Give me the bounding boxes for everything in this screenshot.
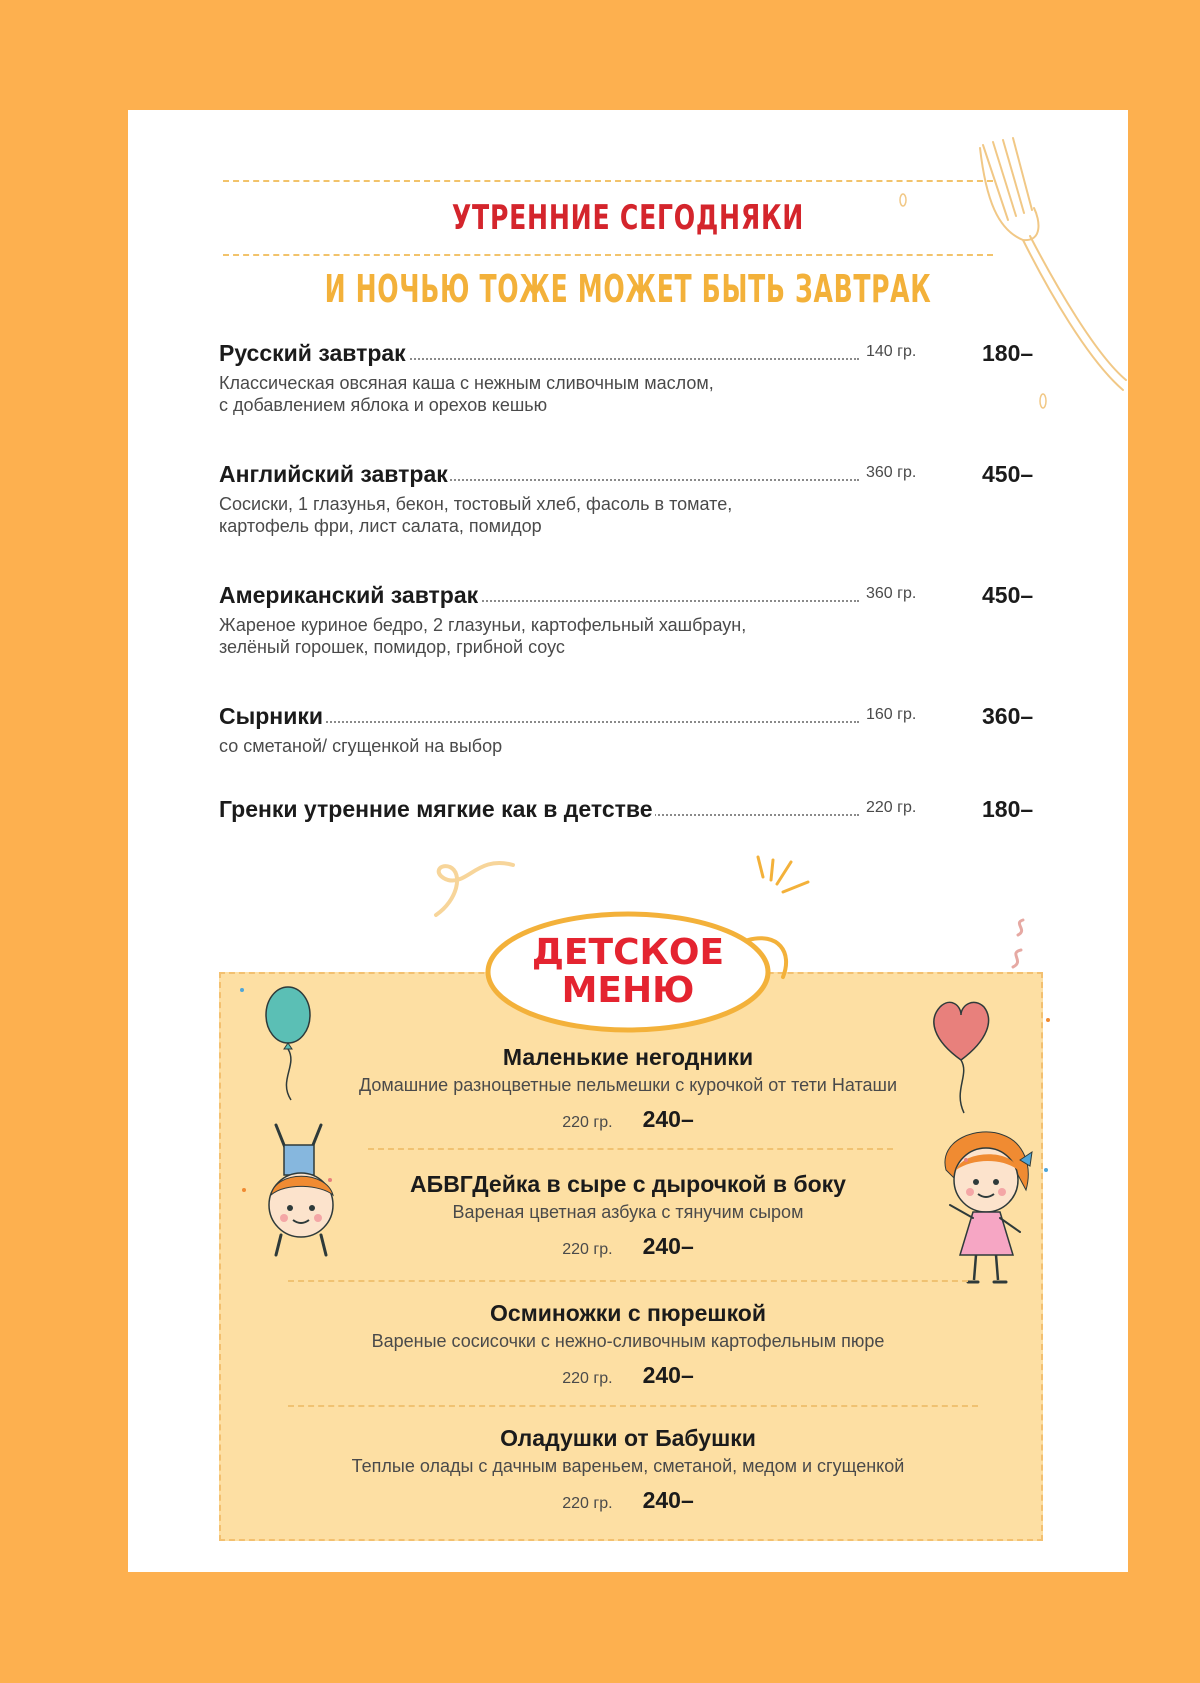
ribbon-swirl-icon (1003, 915, 1033, 975)
kid-item-price: 240– (642, 1487, 694, 1513)
kids-menu-item (128, 1171, 1128, 1260)
item-weight: 140 гр. (866, 343, 917, 360)
dashed-divider (223, 254, 993, 256)
item-description: со сметаной/ сгущенкой на выбор (219, 736, 503, 756)
item-weight: 220 гр. (866, 799, 917, 816)
item-price: 450– (982, 582, 1034, 608)
kid-item-price: 240– (642, 1362, 694, 1388)
item-price: 180– (982, 340, 1034, 366)
kid-item-price: 240– (642, 1233, 694, 1259)
item-weight: 360 гр. (866, 585, 917, 602)
item-price: 180– (982, 796, 1034, 822)
item-description: Классическая овсяная каша с нежным сливочным маслом, с добавлением яблока и орехов кешью (219, 373, 714, 415)
item-description: Сосиски, 1 глазунья, бекон, тостовый хлеб, фасоль в томате, картофель фри, лист салата, помидор (219, 494, 733, 536)
page-subtitle: И НОЧЬЮ ТОЖЕ МОЖЕТ БЫТЬ ЗАВТРАК (324, 267, 932, 311)
kid-item-name: Маленькие негодники (502, 1044, 754, 1070)
kid-item-price: 240– (642, 1106, 694, 1132)
page-title: УТРЕННИЕ СЕГОДНЯКИ (451, 198, 805, 238)
dashed-divider (288, 1280, 968, 1282)
item-name: Английский завтрак (219, 461, 448, 487)
kid-item-description: Домашние разноцветные пельмешки с курочкой от тети Наташи (358, 1075, 898, 1095)
kids-menu-item (128, 1044, 1128, 1133)
badge-line2: МЕНЮ (561, 970, 695, 1011)
dashed-divider (223, 180, 993, 182)
kid-item-weight: 220 гр. (562, 1114, 613, 1131)
menu-page (128, 110, 1128, 1572)
menu-item (219, 796, 1059, 828)
menu-item (219, 703, 1059, 757)
kid-item-name: Осминожки с пюрешкой (490, 1300, 766, 1326)
kid-item-description: Теплые олады с дачным вареньем, сметаной, медом и сгущенкой (351, 1456, 905, 1476)
item-name: Американский завтрак (219, 582, 479, 608)
kids-menu-item (128, 1300, 1128, 1389)
item-price: 450– (982, 461, 1034, 487)
dashed-divider (288, 1405, 978, 1407)
menu-item (219, 340, 1059, 416)
kid-item-description: Вареная цветная азбука с тянучим сыром (452, 1202, 804, 1222)
badge-line1: ДЕТСКОЕ (531, 932, 725, 973)
kid-item-weight: 220 гр. (562, 1495, 613, 1512)
kids-menu-item (128, 1425, 1128, 1514)
kid-item-description: Вареные сосисочки с нежно-сливочным картофельным пюре (371, 1331, 885, 1351)
item-weight: 160 гр. (866, 706, 917, 723)
kid-item-name: АБВГДейка в сыре с дырочкой в боку (410, 1171, 846, 1197)
item-name: Сырники (219, 703, 323, 729)
kid-item-weight: 220 гр. (562, 1241, 613, 1258)
item-weight: 360 гр. (866, 464, 917, 481)
kid-item-name: Оладушки от Бабушки (500, 1425, 756, 1451)
menu-item (219, 461, 1059, 537)
item-description: Жареное куриное бедро, 2 глазуньи, картофельный хашбраун, зелёный горошек, помидор, грибной соус (219, 615, 747, 657)
dashed-divider (368, 1148, 893, 1150)
fork-icon (948, 130, 1128, 490)
item-name: Гренки утренние мягкие как в детстве (219, 796, 653, 822)
item-name: Русский завтрак (219, 340, 406, 366)
kid-item-weight: 220 гр. (562, 1370, 613, 1387)
item-price: 360– (982, 703, 1034, 729)
menu-item (219, 582, 1059, 658)
